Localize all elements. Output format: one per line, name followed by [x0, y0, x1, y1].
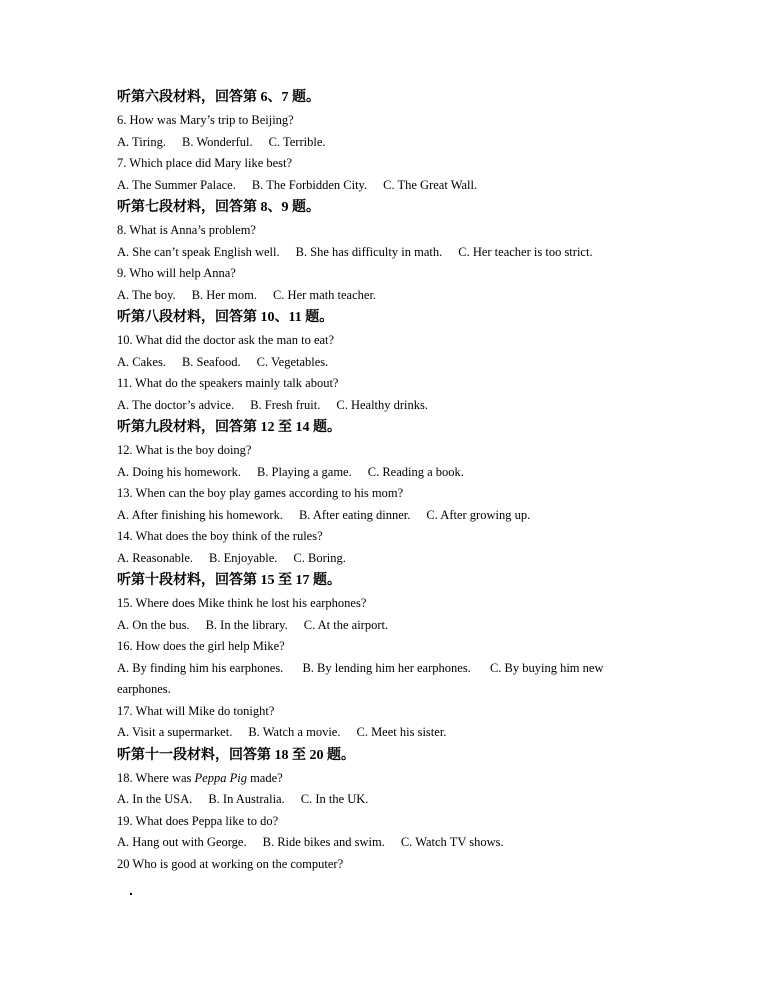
options-18 — [117, 789, 657, 811]
stray-mark — [130, 893, 132, 895]
options-16 — [117, 658, 657, 701]
options-14 — [117, 548, 657, 570]
option-b: B. Enjoyable. — [209, 550, 278, 565]
option-c: C. Her teacher is too strict. — [458, 244, 593, 259]
option-a: A. The doctor’s advice. — [117, 397, 235, 412]
question-19: 19. What does Peppa like to do? — [117, 813, 279, 828]
option-c: C. In the UK. — [300, 792, 369, 806]
option-c: C. Vegetables. — [256, 354, 329, 369]
option-b: B. Fresh fruit. — [250, 397, 321, 412]
question-15: 15. Where does Mike think he lost his earphones? — [117, 596, 367, 610]
question-text: 18. Where was — [117, 770, 195, 785]
option-a: A. Hang out with George. — [117, 835, 247, 849]
option-b: B. Ride bikes and swim. — [262, 835, 385, 849]
options-15 — [117, 615, 657, 637]
options-19 — [117, 832, 657, 854]
option-a: A. By finding him his earphones. — [117, 660, 284, 675]
option-a: A. The boy. — [117, 287, 176, 302]
option-c: C. Her math teacher. — [272, 287, 377, 302]
title-italic: Peppa Pig — [194, 770, 247, 785]
options-9 — [117, 285, 657, 307]
option-b: B. Seafood. — [181, 354, 241, 369]
options-13 — [117, 505, 657, 527]
question-14: 14. What does the boy think of the rules? — [117, 529, 323, 543]
option-a: A. On the bus. — [117, 617, 190, 632]
option-c: C. At the airport. — [303, 617, 389, 632]
option-c: C. Healthy drinks. — [336, 397, 429, 412]
option-a: A. Reasonable. — [117, 550, 194, 565]
option-b: B. She has difficulty in math. — [295, 244, 443, 259]
option-c: C. Meet his sister. — [356, 725, 447, 739]
option-b: B. Watch a movie. — [248, 725, 341, 739]
section-heading: 听第六段材料，回答第 6、7 题。 — [117, 90, 320, 105]
question-text: made? — [246, 770, 283, 785]
question-12: 12. What is the boy doing? — [117, 443, 252, 457]
question-6: 6. How was Mary’s trip to Beijing? — [117, 113, 294, 127]
option-a: A. In the USA. — [117, 792, 193, 806]
section-heading: 听第十段材料，回答第 15 至 17 题。 — [117, 573, 341, 588]
question-18 — [117, 768, 657, 790]
question-9: 9. Who will help Anna? — [117, 266, 236, 280]
options-11 — [117, 395, 657, 417]
option-c: C. The Great Wall. — [383, 177, 478, 192]
option-b: B. After eating dinner. — [298, 507, 411, 522]
options-12 — [117, 462, 657, 484]
option-c: C. Reading a book. — [367, 464, 464, 479]
option-c: C. By buying him new earphones. — [117, 660, 604, 696]
section-heading: 听第十一段材料，回答第 18 至 20 题。 — [117, 747, 355, 763]
option-c: C. Watch TV shows. — [400, 835, 504, 849]
option-a: A. After finishing his homework. — [117, 507, 283, 522]
option-a: A. Visit a supermarket. — [117, 725, 233, 739]
option-a: A. The Summer Palace. — [117, 177, 236, 192]
exam-page — [117, 86, 657, 875]
question-20: 20 Who is good at working on the computer? — [117, 856, 344, 871]
option-c: C. Terrible. — [268, 134, 326, 149]
question-16: 16. How does the girl help Mike? — [117, 639, 285, 653]
section-heading: 听第九段材料，回答第 12 至 14 题。 — [117, 420, 341, 435]
options-7 — [117, 175, 657, 197]
options-6 — [117, 132, 657, 154]
option-b: B. Playing a game. — [256, 464, 352, 479]
option-a: A. Doing his homework. — [117, 464, 241, 479]
option-b: B. By lending him her earphones. — [302, 660, 471, 675]
option-b: B. In the library. — [205, 617, 288, 632]
option-a: A. Cakes. — [117, 354, 166, 369]
section-heading: 听第八段材料，回答第 10、11 题。 — [117, 310, 334, 325]
option-b: B. Wonderful. — [181, 134, 253, 149]
question-8: 8. What is Anna’s problem? — [117, 223, 256, 237]
question-17: 17. What will Mike do tonight? — [117, 703, 275, 718]
options-10 — [117, 352, 657, 374]
option-b: B. In Australia. — [208, 792, 285, 806]
question-11: 11. What do the speakers mainly talk about? — [117, 376, 339, 390]
option-b: B. The Forbidden City. — [251, 177, 368, 192]
option-b: B. Her mom. — [191, 287, 257, 302]
options-8 — [117, 242, 657, 264]
question-10: 10. What did the doctor ask the man to eat? — [117, 333, 335, 347]
question-7: 7. Which place did Mary like best? — [117, 156, 293, 170]
section-heading: 听第七段材料，回答第 8、9 题。 — [117, 200, 320, 215]
question-13: 13. When can the boy play games according to his mom? — [117, 486, 404, 500]
option-a: A. She can’t speak English well. — [117, 244, 280, 259]
options-17 — [117, 722, 657, 744]
option-c: C. Boring. — [293, 550, 346, 565]
option-c: C. After growing up. — [426, 507, 531, 522]
option-a: A. Tiring. — [117, 134, 166, 149]
